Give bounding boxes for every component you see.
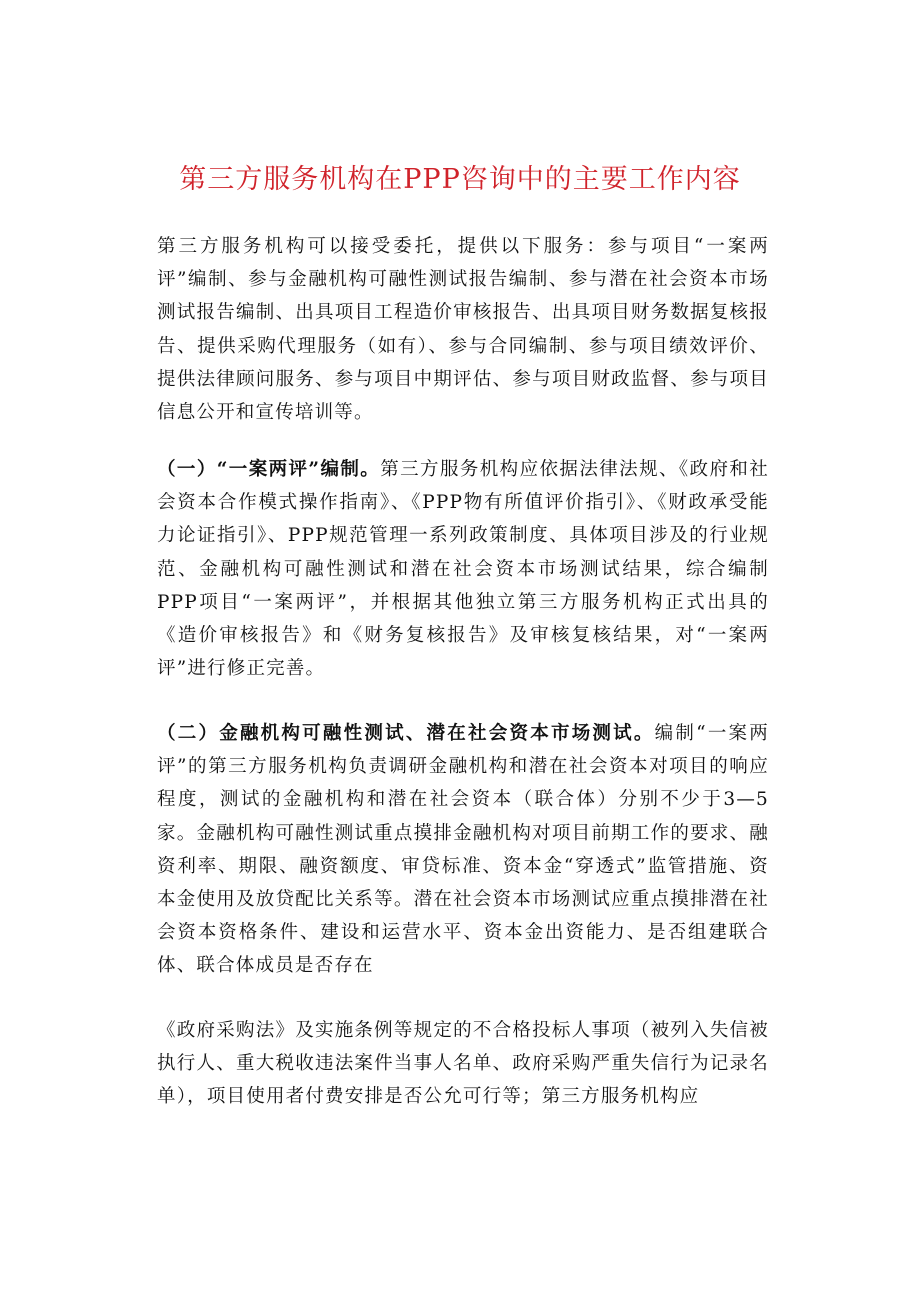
section-1-paragraph xyxy=(157,453,769,685)
section-1-heading: （一）“一案两评”编制。 xyxy=(157,459,381,480)
section-1-text: 第三方服务机构应依据法律法规、《政府和社会资本合作模式操作指南》、《PPP物有所值评价指引》、《财政承受能力论证指引》、PPP规范管理一系列政策制度、具体项目涉及的行业规范、金融机构可融性测试和潜在社会资本市场测试结果，综合编制PPP项目“一案两评”，并根据其他独立第三方服务机构正式出具的《造价审核报告》和《财务复核报告》及审核复核结果，对“一案两评”进行修正完善。 xyxy=(157,459,769,680)
document-title: 第三方服务机构在PPP咨询中的主要工作内容 xyxy=(179,164,741,195)
intro-text: 第三方服务机构可以接受委托，提供以下服务：参与项目“一案两评”编制、参与金融机构可融性测试报告编制、参与潜在社会资本市场测试报告编制、出具项目工程造价审核报告、出具项目财务数据复核报告、提供采购代理服务（如有）、参与合同编制、参与项目绩效评价、提供法律顾问服务、参与项目中期评估、参与项目财政监督、参与项目信息公开和宣传培训等。 xyxy=(157,236,769,424)
section-2-heading: （二）金融机构可融性测试、潜在社会资本市场测试。 xyxy=(157,723,655,744)
section-2-continuation xyxy=(157,1014,769,1114)
section-2-continuation-text: 《政府采购法》及实施条例等规定的不合格投标人事项（被列入失信被执行人、重大税收违法案件当事人名单、政府采购严重失信行为记录名单），项目使用者付费安排是否公允可行等；第三方服务机构应 xyxy=(157,1020,769,1108)
section-2-paragraph xyxy=(157,717,769,983)
intro-paragraph xyxy=(157,230,769,429)
section-2-text: 编制“一案两评”的第三方服务机构负责调研金融机构和潜在社会资本对项目的响应程度，测试的金融机构和潜在社会资本（联合体）分别不少于3—5家。金融机构可融性测试重点摸排金融机构对项目前期工作的要求、融资利率、期限、融资额度、审贷标准、资本金“穿透式”监管措施、资本金使用及放贷配比关系等。潜在社会资本市场测试应重点摸排潜在社会资本资格条件、建设和运营水平、资本金出资能力、是否组建联合体、联合体成员是否存在 xyxy=(157,723,769,977)
